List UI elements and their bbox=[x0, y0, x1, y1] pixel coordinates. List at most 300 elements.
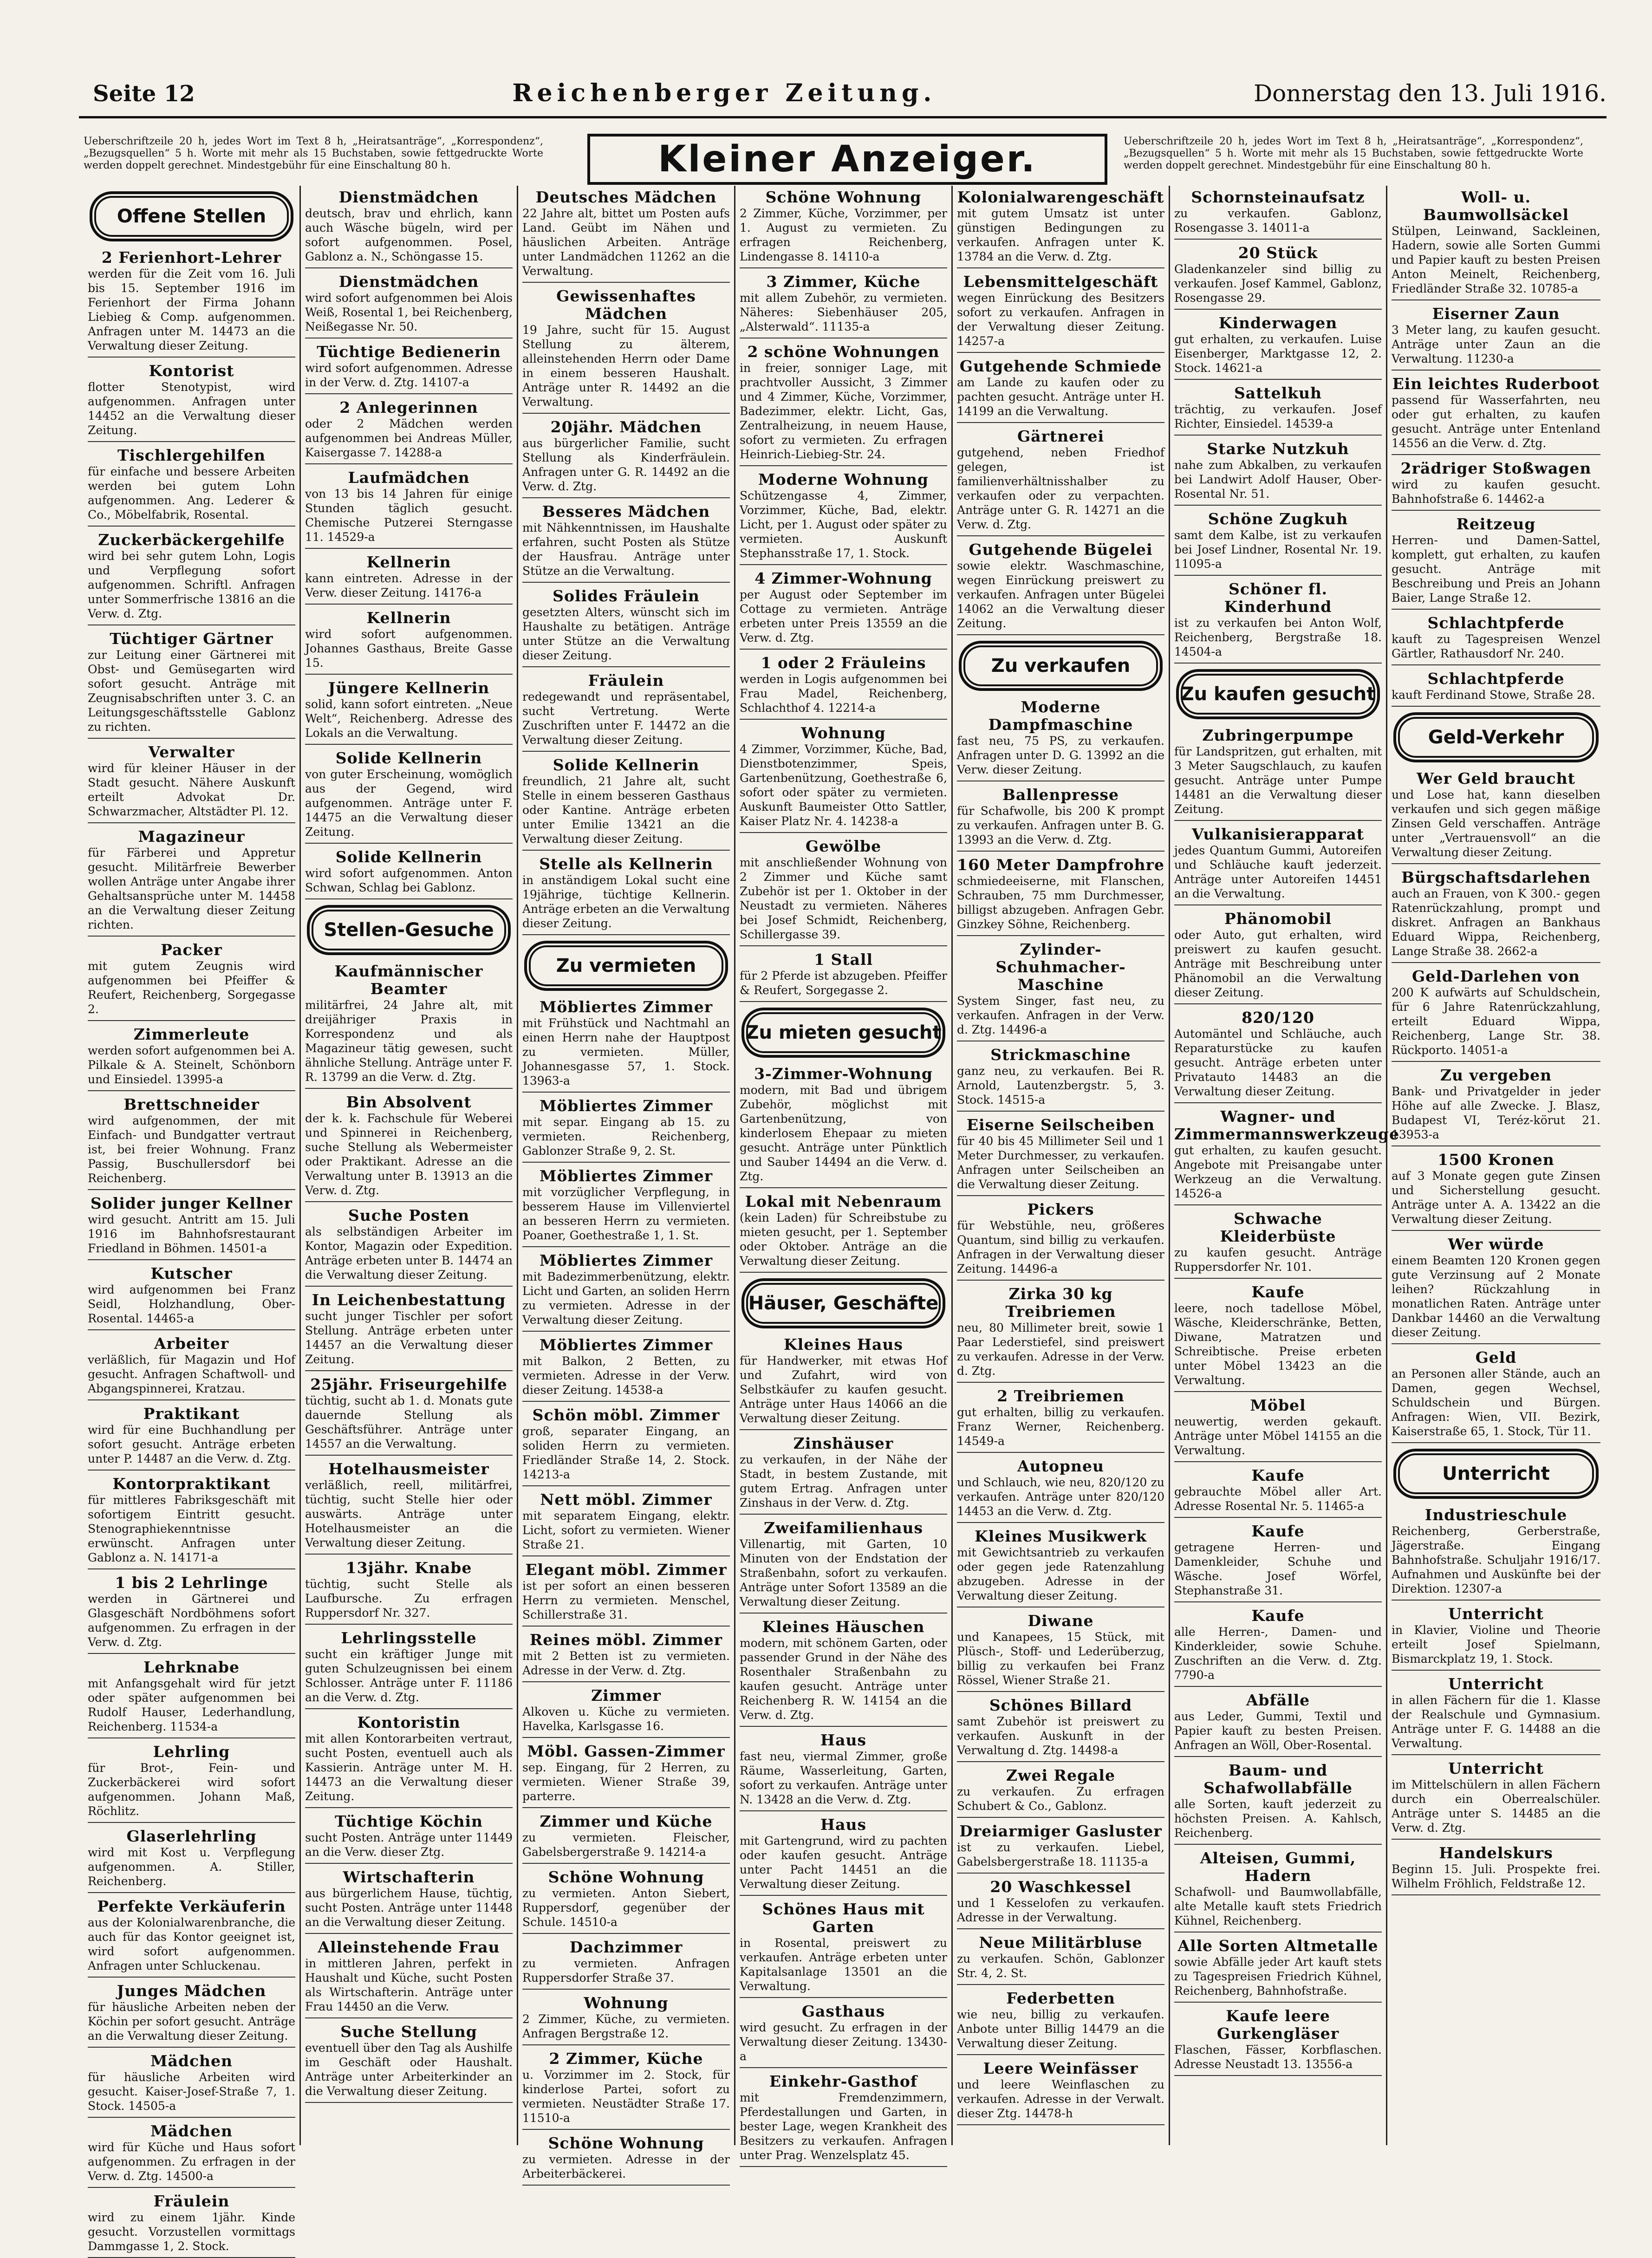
classified-ad bbox=[1392, 968, 1600, 1062]
classified-ad bbox=[1392, 375, 1600, 455]
classified-ad bbox=[1174, 580, 1382, 664]
classified-ad bbox=[305, 1460, 513, 1555]
ad-text: mit Balkon, 2 Betten, zu vermieten. Adresse in der Verw. dieser Zeitung. 14538-a bbox=[522, 1354, 730, 1397]
ad-headline: Gärtnerei bbox=[1017, 427, 1105, 445]
classified-ad bbox=[305, 609, 513, 675]
ad-text: fast neu, viermal Zimmer, große Räume, Wasserleitung, Garten, sofort zu verkaufen. Anträge unter N. 13428 an die Verw. d. Ztg. bbox=[740, 1750, 947, 1806]
classified-ad bbox=[88, 362, 295, 442]
classified-ad bbox=[1392, 1675, 1600, 1755]
ad-headline: Haus bbox=[820, 1731, 867, 1749]
classified-ad bbox=[88, 743, 295, 823]
classified-ad bbox=[1392, 614, 1600, 665]
ad-text: mit gutem Umsatz ist unter günstigen Bedingungen zu verkaufen. Anfragen unter K. 13784 an die Verw. d. Ztg. bbox=[957, 207, 1164, 263]
ad-headline: Bin Absolvent bbox=[346, 1093, 472, 1111]
ad-headline: Dienstmädchen bbox=[338, 273, 479, 291]
classified-ad bbox=[957, 273, 1164, 353]
ad-headline: Strickmaschine bbox=[990, 1046, 1131, 1064]
ad-text: sep. Eingang, für 2 Herren, zu vermieten. Wiener Straße 39, parterre. bbox=[522, 1761, 730, 1803]
ad-text: freundlich, 21 Jahre alt, sucht Stelle in einem besseren Gasthaus oder Kantine. Anträge erbeten unter Emilie 13421 an die Verwaltung dieser Zeitung. bbox=[522, 774, 730, 846]
classified-ad bbox=[957, 1116, 1164, 1196]
ad-headline: Zylinder-Schuhmacher-Maschine bbox=[995, 940, 1126, 994]
ad-headline: Schönes Billard bbox=[989, 1696, 1132, 1714]
ad-headline: Solide Kellnerin bbox=[553, 756, 700, 774]
classified-ad bbox=[305, 749, 513, 844]
classified-ad bbox=[305, 2023, 513, 2103]
ad-headline: Zuckerbäckergehilfe bbox=[98, 531, 285, 549]
ad-headline: 2 Anlegerinnen bbox=[339, 398, 478, 416]
classified-ad bbox=[740, 570, 947, 650]
ad-headline: Solide Kellnerin bbox=[335, 749, 482, 767]
classified-ad bbox=[740, 654, 947, 720]
ad-text: 22 Jahre alt, bittet um Posten aufs Land. Geübt im Nähen und häuslichen Arbeiten. Anträge unter Landmädchen 11262 an die Verwaltung. bbox=[522, 207, 730, 278]
section-masthead: Kleiner Anzeiger. bbox=[587, 134, 1107, 185]
ad-text: und Kanapees, 15 Stück, mit Plüsch-, Stoff- und Lederüberzug, billig zu verkaufen bei Franz Rössel, Wiener Straße 21. bbox=[957, 1630, 1164, 1687]
ad-headline: Ein leichtes Ruderboot bbox=[1392, 375, 1600, 393]
ad-headline: Bürgschaftsdarlehen bbox=[1401, 868, 1591, 886]
classified-ad bbox=[957, 541, 1164, 635]
classified-ad bbox=[522, 1167, 730, 1247]
classified-ad bbox=[522, 1994, 730, 2045]
classified-ad bbox=[1392, 869, 1600, 963]
classified-ad bbox=[88, 1574, 295, 1654]
classified-ad bbox=[957, 941, 1164, 1041]
ad-text: für Färberei und Appretur gesucht. Militärfreie Bewerber wollen Anträge unter Angabe ihrer Gehaltsansprüche unter M. 14458 an die Verwaltung dieser Zeitung richten. bbox=[88, 846, 295, 931]
ad-text: und 1 Kesselofen zu verkaufen. Adresse in der Verwaltung. bbox=[957, 1896, 1164, 1924]
classified-ad bbox=[305, 1629, 513, 1709]
ad-text: Schützengasse 4, Zimmer, Vorzimmer, Küche, Bad, elektr. Licht, per 1. August oder später zu vermieten. Auskunft Stephansstraße 17, 1. Stock. bbox=[740, 489, 947, 560]
classified-ad bbox=[957, 358, 1164, 423]
ad-headline: Einkehr-Gasthof bbox=[769, 2072, 918, 2090]
ad-text: Alkoven u. Küche zu vermieten. Havelka, Karlsgasse 16. bbox=[522, 1705, 730, 1733]
ad-headline: Gutgehende Bügelei bbox=[969, 540, 1153, 559]
ad-text: mit allen Kontorarbeiten vertraut, sucht Posten, eventuell auch als Kassierin. Anträge unter M. H. 14473 an die Verwaltung dieser Zeitung. bbox=[305, 1732, 513, 1803]
classified-ad bbox=[1174, 440, 1382, 506]
classified-ad bbox=[740, 1731, 947, 1811]
column-3 bbox=[518, 186, 735, 2180]
ad-text: sowie Abfälle jeder Art kauft stets zu Tagespreisen Friedrich Kühnel, Reichenberg, Bahnhofstraße. bbox=[1174, 1955, 1382, 1998]
classified-ad bbox=[957, 698, 1164, 781]
classified-ad bbox=[957, 1201, 1164, 1281]
ad-text: mit Frühstück und Nachtmahl an einen Herrn nahe der Hauptpost zu vermieten. Müller, Johannesgasse 57, 1. Stock. 13963-a bbox=[522, 1016, 730, 1087]
ad-text: aus Leder, Gummi, Textil und Papier kauft zu besten Preisen. Anfragen an Wöll, Ober-Rosental. bbox=[1174, 1710, 1382, 1752]
column-7 bbox=[1387, 186, 1605, 2145]
classified-ad bbox=[522, 1868, 730, 1934]
ad-text: ist zu verkaufen. Liebel, Gabelsbergerstraße 18. 11135-a bbox=[957, 1841, 1164, 1868]
classified-ad bbox=[1392, 1844, 1600, 1895]
classified-ad bbox=[522, 672, 730, 752]
ad-text: zu vermieten. Anton Siebert, Ruppersdorf, gegenüber der Schule. 14510-a bbox=[522, 1887, 730, 1929]
ad-text: wird sofort aufgenommen. Anton Schwan, Schlag bei Gablonz. bbox=[305, 866, 513, 894]
classified-ad bbox=[305, 1207, 513, 1287]
classified-ad bbox=[305, 1093, 513, 1202]
classified-ad bbox=[1174, 1397, 1382, 1462]
classified-ad bbox=[957, 856, 1164, 936]
ad-text: im Mittelschülern in allen Fächern durch ein Oberrealschüler. Anträge unter S. 14485 an die Verw. d. Ztg. bbox=[1392, 1778, 1600, 1835]
ad-headline: Handelskurs bbox=[1439, 1844, 1553, 1862]
ad-headline: Schwache Kleiderbüste bbox=[1220, 1210, 1336, 1245]
ad-text: für Schafwolle, bis 200 K prompt zu verkaufen. Anfragen unter B. G. 13993 an die Verw. d. Ztg. bbox=[957, 804, 1164, 846]
ad-text: werden in Gärtnerei und Glasgeschäft Nordböhmens sofort aufgenommen. Zu erfragen in der Verw. d. Ztg. bbox=[88, 1592, 295, 1649]
ad-headline: Tüchtige Köchin bbox=[334, 1812, 483, 1830]
classified-ad bbox=[740, 273, 947, 338]
ad-headline: Wirtschafterin bbox=[343, 1868, 475, 1886]
classified-ad bbox=[88, 1898, 295, 1978]
ad-headline: 2 Ferienhort-Lehrer bbox=[101, 248, 282, 267]
ad-text: deutsch, brav und ehrlich, kann auch Wäsche bügeln, wird per sofort aufgenommen. Posel, Gablonz a. N., Schöngasse 15. bbox=[305, 207, 513, 263]
ad-headline: Kellnerin bbox=[366, 553, 451, 571]
ad-text: und leere Weinflaschen zu verkaufen. Adresse in der Verwalt. dieser Ztg. 14478-h bbox=[957, 2078, 1164, 2120]
ad-text: Herren- und Damen-Sattel, komplett, gut erhalten, zu kaufen gesucht. Anträge mit Beschreibung und Preis an Johann Baier, Lange Straße 12. bbox=[1392, 534, 1600, 605]
ad-headline: Moderne Wohnung bbox=[758, 470, 929, 488]
ad-headline: Ballenpresse bbox=[1002, 786, 1119, 804]
ad-text: wird sofort aufgenommen. Johannes Gasthaus, Breite Gasse 15. bbox=[305, 627, 513, 670]
ad-headline: Schöne Wohnung bbox=[765, 188, 922, 206]
ad-headline: Pickers bbox=[1027, 1200, 1094, 1218]
ad-headline: Haus bbox=[820, 1816, 867, 1834]
ad-text: mit anschließender Wohnung von 2 Zimmer und Küche samt Zubehör ist per 1. Oktober in der Neustadt zu vermieten. Näheres bei Josef Schmidt, Reichenberg, Schillergasse 39. bbox=[740, 856, 947, 941]
ad-headline: Möbliertes Zimmer bbox=[539, 1097, 713, 1115]
ad-text: mit separatem Eingang, elektr. Licht, sofort zu vermieten. Wiener Straße 21. bbox=[522, 1509, 730, 1551]
ad-text: zur Leitung einer Gärtnerei mit Obst- und Gemüsegarten wird sofort gesucht. Anträge mit Zeugnisabschriften unter 3. C. an Leitungsgeschäftsstelle Gablonz zu richten. bbox=[88, 648, 295, 734]
ad-headline: 2 Treibriemen bbox=[997, 1387, 1125, 1405]
classified-ad bbox=[305, 189, 513, 268]
ad-headline: Kellnerin bbox=[366, 609, 451, 627]
ad-headline: In Leichenbestattung bbox=[312, 1291, 506, 1309]
classified-ad bbox=[522, 1813, 730, 1864]
ad-headline: Praktikant bbox=[143, 1405, 240, 1423]
ad-headline: Fräulein bbox=[588, 671, 664, 690]
classified-ad bbox=[740, 1336, 947, 1430]
ad-text: gesetzten Alters, wünscht sich im Haushalte zu betätigen. Anträge unter Stütze an die Verwaltung dieser Zeitung. bbox=[522, 605, 730, 662]
ad-text: neuwertig, werden gekauft. Anträge unter Möbel 14155 an die Verwaltung. bbox=[1174, 1415, 1382, 1457]
classified-ad bbox=[1174, 244, 1382, 310]
ad-text: für häusliche Arbeiten wird gesucht. Kaiser-Josef-Straße 7, 1. Stock. 14505-a bbox=[88, 2070, 295, 2113]
ad-headline: Möbliertes Zimmer bbox=[539, 1167, 713, 1185]
ad-text: für Landspritzen, gut erhalten, mit 3 Meter Saugschlauch, zu kaufen gesucht. Anträge unter Pumpe 14481 an die Verwaltung dieser Zeitung. bbox=[1174, 745, 1382, 816]
ad-headline: Lehrlingsstelle bbox=[341, 1629, 477, 1647]
ad-text: für häusliche Arbeiten neben der Köchin per sofort gesucht. Anträge an die Verwaltung dieser Zeitung. bbox=[88, 2000, 295, 2043]
classified-ad bbox=[88, 1475, 295, 1569]
ad-headline: Unterricht bbox=[1448, 1605, 1544, 1623]
ad-headline: 2 Zimmer, Küche bbox=[549, 2050, 703, 2068]
ad-text: für Handwerker, mit etwas Hof und Zufahrt, wird von Selbstkäufer zu kaufen gesucht. Anträge unter Haus 14066 an die Verwaltung dieser Zeitung. bbox=[740, 1354, 947, 1425]
ad-text: flotter Stenotypist, wird aufgenommen. Anfragen unter 14452 an die Verwaltung dieser Zeitung. bbox=[88, 380, 295, 437]
ad-text: wird aufgenommen bei Franz Seidl, Holzhandlung, Ober-Rosental. 14465-a bbox=[88, 1283, 295, 1325]
ad-text: leere, noch tadellose Möbel, Wäsche, Kleiderschränke, Betten, Diwane, Matratzen und Schreibtische. Preise erbeten unter Möbel 13423 an die Verwaltung. bbox=[1174, 1301, 1382, 1387]
ad-headline: Eiserne Seilscheiben bbox=[966, 1116, 1155, 1134]
ad-headline: Schöner fl. Kinderhund bbox=[1224, 580, 1332, 616]
ad-headline: Wer Geld braucht bbox=[1417, 769, 1575, 787]
ad-text: mit gutem Zeugnis wird aufgenommen bei Pfeiffer & Reufert, Reichenberg, Sorgegasse 2. bbox=[88, 959, 295, 1016]
ad-text: gut erhalten, zu kaufen gesucht. Angebote mit Preisangabe unter Werkzeug an die Verwaltung. 14526-a bbox=[1174, 1144, 1382, 1200]
ad-text: der k. k. Fachschule für Weberei und Spinnerei in Reichenberg, suche Stellung als Webermeister oder Praktikant. Adresse an die Verwaltung unter B. 13913 an die Verw. d. Ztg. bbox=[305, 1112, 513, 1197]
ad-headline: Alteisen, Gummi, Hadern bbox=[1200, 1849, 1356, 1885]
ad-headline: Wohnung bbox=[584, 1994, 669, 2012]
page-header bbox=[93, 79, 1606, 111]
classified-ad bbox=[522, 2134, 730, 2186]
ad-headline: 20 Waschkessel bbox=[990, 1878, 1132, 1896]
classified-ad bbox=[88, 1743, 295, 1823]
ad-headline: Kutscher bbox=[150, 1264, 233, 1282]
classified-ad bbox=[305, 273, 513, 338]
ad-headline: Mädchen bbox=[150, 2122, 233, 2140]
ad-headline: Leere Weinfässer bbox=[983, 2059, 1138, 2077]
ad-text: aus bürgerlichem Hause, tüchtig, sucht Posten. Anträge unter 11448 an die Verwaltung dieser Zeitung. bbox=[305, 1887, 513, 1929]
ad-headline: Möbliertes Zimmer bbox=[539, 998, 713, 1016]
ad-headline: 13jähr. Knabe bbox=[345, 1559, 472, 1577]
section-heading: Zu verkaufen bbox=[959, 641, 1163, 691]
ad-text: solid, kann sofort eintreten. „Neue Welt“, Reichenberg. Adresse des Lokals an die Verwaltung. bbox=[305, 697, 513, 740]
ad-text: in freier, sonniger Lage, mit prachtvoller Aussicht, 3 Zimmer und 4 Zimmer, Küche, Vorzimmer, Badezimmer, elektr. Licht, Gas, Zentralheizung, in neuem Hause, sofort zu vermieten. Zu erfragen Heinrich-Liebieg-Str. 24. bbox=[740, 361, 947, 461]
classified-ad bbox=[957, 1387, 1164, 1453]
classified-ad bbox=[740, 471, 947, 565]
ad-headline: Kontorist bbox=[149, 362, 234, 380]
ad-headline: 3 Zimmer, Küche bbox=[766, 273, 921, 291]
column-4 bbox=[735, 186, 953, 2162]
ad-text: Schafwoll- und Baumwollabfälle, alte Metalle kauft stets Friedrich Kühnel, Reichenberg. bbox=[1174, 1885, 1382, 1927]
classified-ad bbox=[522, 756, 730, 851]
classified-ad bbox=[1174, 510, 1382, 576]
ad-text: wird gesucht. Zu erfragen in der Verwaltung dieser Zeitung. 13430-a bbox=[740, 2021, 947, 2063]
classified-ad bbox=[1392, 1349, 1600, 1443]
column-5 bbox=[953, 186, 1170, 2145]
classified-ad bbox=[740, 343, 947, 466]
classified-ad bbox=[957, 1822, 1164, 1874]
ad-text: für Brot-, Fein- und Zuckerbäckerei wird sofort aufgenommen. Johann Maß, Röchlitz. bbox=[88, 1761, 295, 1818]
ad-text: für mittleres Fabriksgeschäft mit sofortigem Eintritt gesucht. Stenographiekenntnisse erwünscht. Anfragen unter Gablonz a. N. 14171-a bbox=[88, 1493, 295, 1564]
ad-headline: Eiserner Zaun bbox=[1432, 305, 1560, 323]
ad-headline: Unterricht bbox=[1448, 1675, 1544, 1693]
classified-ad bbox=[1174, 2007, 1382, 2076]
ad-text: zu vermieten. Anfragen Ruppersdorfer Straße 37. bbox=[522, 1957, 730, 1985]
issue-date: Donnerstag den 13. Juli 1916. bbox=[1254, 80, 1606, 107]
ad-headline: Arbeiter bbox=[154, 1334, 229, 1353]
classified-ad bbox=[1174, 1283, 1382, 1392]
ad-text: sucht Posten. Anträge unter 11449 an die Verw. dieser Ztg. bbox=[305, 1831, 513, 1859]
ad-text: modern, mit Bad und übrigem Zubehör, möglichst mit Gartenbenützung, von kinderlosem Ehepaar zu mieten gesucht. Anträge unter Pünktlich und Sauber 14494 an die Verw. d. Ztg. bbox=[740, 1083, 947, 1183]
classified-ad bbox=[88, 1405, 295, 1471]
ad-text: Reichenberg, Gerberstraße, Jägerstraße. Eingang Bahnhofstraße. Schuljahr 1916/17. Aufnahmen und Auskünfte bei der Direktion. 12307-a bbox=[1392, 1524, 1600, 1595]
ad-text: mit Gewichtsantrieb zu verkaufen oder gegen jede Ratenzahlung abzugeben. Adresse in der Verwaltung dieser Zeitung. bbox=[957, 1546, 1164, 1602]
ad-text: Beginn 15. Juli. Prospekte frei. Wilhelm Fröhlich, Feldstraße 12. bbox=[1392, 1862, 1600, 1890]
classified-ad bbox=[1174, 910, 1382, 1004]
ad-text: aus der Kolonialwarenbranche, die auch für das Kontor geeignet ist, wird sofort aufgenommen. Anfragen unter Schluckenau. bbox=[88, 1916, 295, 1972]
ad-headline: Suche Stellung bbox=[340, 2023, 477, 2041]
ad-text: in allen Fächern für die 1. Klasse der Realschule und Gymnasium. Anträge unter F. G. 14488 an die Verwaltung. bbox=[1392, 1693, 1600, 1750]
ad-text: wird bei sehr gutem Lohn, Logis und Verpflegung sofort aufgenommen. Schriftl. Anfragen unter Sommerfrische 13816 an die Verw. d. Ztg. bbox=[88, 549, 295, 620]
ad-headline: Geld bbox=[1475, 1348, 1517, 1367]
classified-ad bbox=[1174, 1849, 1382, 1933]
classified-ad bbox=[1174, 314, 1382, 380]
ad-headline: Kaufmännischer Beamter bbox=[334, 962, 483, 998]
ad-text: in Rosental, preiswert zu verkaufen. Anträge erbeten unter Kapitalsanlage 13501 an die Verwaltung. bbox=[740, 1936, 947, 1993]
classified-ad bbox=[88, 1335, 295, 1400]
ad-text: Automäntel und Schläuche, auch Reparaturstücke zu kaufen gesucht. Anträge erbeten unter Privatauto 14483 an die Verwaltung dieser Zeitung. bbox=[1174, 1027, 1382, 1098]
classified-ad bbox=[522, 1097, 730, 1163]
ad-text: tüchtig, sucht ab 1. d. Monats gute dauernde Stellung als Geschäftsführer. Anträge unter 14557 an die Verwaltung. bbox=[305, 1394, 513, 1451]
ad-text: mit Gartengrund, wird zu pachten oder kaufen gesucht. Anträge unter Pacht 14451 an die Verwaltung dieser Zeitung. bbox=[740, 1834, 947, 1891]
ad-text: 4 Zimmer, Vorzimmer, Küche, Bad, Dienstbotenzimmer, Speis, Gartenbenützung, Goethestraße 6, sofort oder später zu vermieten. Auskunft Baumeister Otto Sattler, Kaiser Platz Nr. 4. 14238-a bbox=[740, 742, 947, 828]
classified-ad bbox=[88, 1828, 295, 1893]
classified-ad bbox=[957, 1528, 1164, 1607]
ad-text: ganz neu, zu verkaufen. Bei R. Arnold, Lautenzbergstr. 5, 3. Stock. 14515-a bbox=[957, 1064, 1164, 1106]
ad-text: oder 2 Mädchen werden aufgenommen bei Andreas Müller, Kaisergasse 7. 14288-a bbox=[305, 417, 513, 459]
column-6 bbox=[1170, 186, 1400, 2145]
ad-headline: Zweifamilienhaus bbox=[763, 1519, 924, 1537]
ad-headline: Junges Mädchen bbox=[117, 1982, 267, 2000]
section-heading: Unterricht bbox=[1393, 1449, 1599, 1499]
classified-ad bbox=[1174, 1692, 1382, 1757]
page-number: Seite 12 bbox=[93, 81, 195, 107]
ad-headline: Zinshäuser bbox=[793, 1434, 894, 1452]
ad-headline: Mädchen bbox=[150, 2052, 233, 2070]
classified-ad bbox=[1174, 189, 1382, 240]
ad-text: System Singer, fast neu, zu verkaufen. Anfragen in der Verw. d. Ztg. 14496-a bbox=[957, 994, 1164, 1036]
ad-text: 2 Zimmer, Küche, zu vermieten. Anfragen Bergstraße 12. bbox=[522, 2012, 730, 2040]
ad-headline: Gewissenhaftes Mädchen bbox=[556, 287, 696, 323]
classified-ad bbox=[1174, 1937, 1382, 2003]
classified-ad bbox=[522, 855, 730, 935]
classified-ad bbox=[305, 553, 513, 605]
ad-text: schmiedeeiserne, mit Flanschen, Schrauben, 75 mm Durchmesser, billigst abzugeben. Anfragen Gebr. Ginzkey Söhne, Reichenberg. bbox=[957, 874, 1164, 931]
ad-text: aus bürgerlicher Familie, sucht Stellung als Kinderfräulein. Anfragen unter G. R. 14492 an die Verw. d. Ztg. bbox=[522, 436, 730, 493]
classified-ad bbox=[88, 941, 295, 1021]
ad-headline: 1 Stall bbox=[814, 950, 873, 969]
ad-headline: Woll- u. Baumwollsäckel bbox=[1423, 188, 1569, 224]
ad-text: für Webstühle, neu, größeres Quantum, sind billig zu verkaufen. Anfragen in der Verwaltung dieser Zeitung. 14496-a bbox=[957, 1219, 1164, 1275]
ad-headline: Tüchtige Bedienerin bbox=[317, 343, 501, 361]
ad-text: sucht junger Tischler per sofort Stellung. Anträge erbeten unter 14457 an die Verwaltung dieser Zeitung. bbox=[305, 1309, 513, 1366]
ad-headline: Möbliertes Zimmer bbox=[539, 1336, 713, 1354]
ad-headline: Nett möbl. Zimmer bbox=[540, 1490, 712, 1509]
ad-text: mit vorzüglicher Verpflegung, in besserem Hause im Villenviertel an besseren Herrn zu vermieten. Poaner, Goethestraße 1, 1. St. bbox=[522, 1185, 730, 1242]
ad-headline: 2 schöne Wohnungen bbox=[747, 343, 940, 361]
ad-headline: 25jähr. Friseurgehilfe bbox=[310, 1375, 507, 1393]
ad-text: wegen Einrückung des Besitzers sofort zu verkaufen. Anfragen in der Verwaltung dieser Zeitung. 14257-a bbox=[957, 291, 1164, 348]
ad-headline: Diwane bbox=[1028, 1612, 1094, 1630]
ad-text: in anständigem Lokal sucht eine 19jährige, tüchtige Kellnerin. Anträge erbeten an die Verwaltung dieser Zeitung. bbox=[522, 873, 730, 930]
ad-text: alle Sorten, kauft jederzeit zu höchsten Preisen. A. Kahlsch, Reichenberg. bbox=[1174, 1797, 1382, 1840]
ad-headline: Kaufe bbox=[1251, 1522, 1305, 1540]
ad-headline: Solider junger Kellner bbox=[90, 1194, 293, 1212]
ad-headline: Dachzimmer bbox=[569, 1938, 683, 1956]
ad-headline: Kaufe bbox=[1251, 1283, 1305, 1301]
classified-ad bbox=[522, 1406, 730, 1486]
ad-headline: Industrieschule bbox=[1424, 1506, 1567, 1524]
ad-headline: Kaufe bbox=[1251, 1466, 1305, 1484]
rate-notice-left: Ueberschriftzeile 20 h, jedes Wort im Text 8 h, „Heiratsanträge“, „Korrespondenz“, „Bezugsquellen“ 5 h. Worte mit mehr als 15 Buchstaben, sowie fettgedruckte Worte werden doppelt gerechnet. Mindestgebühr für eine Einschaltung 80 h. bbox=[84, 136, 543, 171]
ad-text: ist per sofort an einen besseren Herrn zu vermieten. Menschel, Schillerstraße 31. bbox=[522, 1579, 730, 1621]
section-heading: Stellen-Gesuche bbox=[307, 905, 511, 955]
classified-ad bbox=[1174, 1467, 1382, 1518]
ad-headline: Lehrling bbox=[153, 1743, 230, 1761]
ad-text: auf 3 Monate gegen gute Zinsen und Sicherstellung gesucht. Anträge unter A. A. 13422 an die Verwaltung dieser Zeitung. bbox=[1392, 1169, 1600, 1226]
ad-headline: Tüchtiger Gärtner bbox=[110, 630, 273, 648]
classified-ad bbox=[740, 189, 947, 268]
column-1 bbox=[84, 186, 301, 2253]
ad-text: zu verkaufen. Zu erfragen Schubert & Co., Gablonz. bbox=[957, 1785, 1164, 1813]
ad-headline: Geld-Darlehen von bbox=[1411, 967, 1580, 985]
classified-ad bbox=[957, 1046, 1164, 1112]
classified-ad bbox=[740, 724, 947, 833]
classified-ad bbox=[1392, 1605, 1600, 1671]
classified-ad bbox=[740, 1816, 947, 1896]
ad-headline: Federbetten bbox=[1006, 1989, 1115, 2007]
ad-headline: Möbel bbox=[1250, 1396, 1306, 1414]
section-heading: Zu vermieten bbox=[524, 941, 728, 991]
ad-headline: Kleines Haus bbox=[784, 1335, 903, 1353]
ad-text: zu verkaufen. Gablonz, Rosengasse 3. 14011-a bbox=[1174, 207, 1382, 234]
ad-headline: Neue Militärbluse bbox=[979, 1933, 1143, 1952]
classified-ad bbox=[305, 848, 513, 899]
ad-text: wird sofort aufgenommen. Adresse in der Verw. d. Ztg. 14107-a bbox=[305, 361, 513, 389]
ad-headline: Moderne Dampfmaschine bbox=[988, 698, 1133, 734]
classified-ad bbox=[522, 287, 730, 414]
ad-headline: Lehrknabe bbox=[143, 1658, 240, 1676]
ad-text: werden sofort aufgenommen bei A. Pilkale & A. Steinelt, Schönborn und Einsiedel. 13995-a bbox=[88, 1044, 295, 1086]
ad-text: an Personen aller Stände, auch an Damen, gegen Wechsel, Schuldschein und Bürgen. Anfragen: Wien, VII. Bezirk, Kaiserstraße 65, 1. Stock, Tür 11. bbox=[1392, 1367, 1600, 1438]
ad-text: Bank- und Privatgelder in jeder Höhe auf alle Zwecke. J. Blasz, Budapest VI, Teréz-körut 21. 13953-a bbox=[1392, 1085, 1600, 1141]
ad-headline: Packer bbox=[161, 941, 222, 959]
classified-ad bbox=[740, 1435, 947, 1515]
ad-headline: Schönes Haus mit Garten bbox=[762, 1900, 925, 1936]
ad-text: wird sofort aufgenommen bei Alois Weiß, Rosental 1, bei Reichenberg, Neißegasse Nr. 50. bbox=[305, 291, 513, 333]
ad-headline: Kontorpraktikant bbox=[112, 1475, 271, 1493]
ad-text: jedes Quantum Gummi, Autoreifen und Schläuche kauft jederzeit. Anträge unter Autoreifen 14451 an die Verwaltung. bbox=[1174, 844, 1382, 900]
classified-ad bbox=[522, 503, 730, 583]
ad-text: mit Anfangsgehalt wird für jetzt oder später aufgenommen bei Rudolf Hauser, Lederhandlung, Reichenberg. 11534-a bbox=[88, 1677, 295, 1733]
ad-text: zu kaufen gesucht. Anträge Ruppersdorfer Nr. 101. bbox=[1174, 1246, 1382, 1274]
ad-text: für einfache und bessere Arbeiten werden bei gutem Lohn aufgenommen. Ang. Lederer & Co., Möbelfabrik, Rosental. bbox=[88, 465, 295, 521]
ad-headline: 160 Meter Dampfrohre bbox=[957, 856, 1164, 874]
ad-headline: Starke Nutzkuh bbox=[1207, 440, 1349, 458]
classified-ad bbox=[1392, 1067, 1600, 1146]
ad-text: wird aufgenommen, der mit Einfach- und Bundgatter vertraut ist, bei freier Wohnung. Franz Passig, Buschullersdorf bei Reichenberg. bbox=[88, 1114, 295, 1185]
ad-headline: Schöne Wohnung bbox=[548, 2134, 704, 2152]
ad-headline: 1500 Kronen bbox=[1437, 1151, 1554, 1169]
ad-text: Flaschen, Fässer, Korbflaschen. Adresse Neustadt 13. 13556-a bbox=[1174, 2043, 1382, 2071]
classified-ad bbox=[1392, 770, 1600, 864]
ad-text: wird mit Kost u. Verpflegung aufgenommen. A. Stiller, Reichenberg. bbox=[88, 1846, 295, 1888]
ad-headline: Schön möbl. Zimmer bbox=[532, 1406, 720, 1424]
classified-ad bbox=[88, 447, 295, 527]
classified-ad bbox=[957, 1697, 1164, 1762]
ad-headline: Zimmer bbox=[591, 1686, 661, 1705]
ad-text: ist zu verkaufen bei Anton Wolf, Reichenberg, Bergstraße 18. 14504-a bbox=[1174, 616, 1382, 658]
ad-headline: Alleinstehende Frau bbox=[318, 1938, 500, 1956]
classified-ad bbox=[522, 1631, 730, 1682]
ad-text: gut erhalten, billig zu verkaufen. Franz Werner, Reichenberg. 14549-a bbox=[957, 1406, 1164, 1448]
classified-ad bbox=[740, 1065, 947, 1188]
ad-headline: Gasthaus bbox=[801, 2002, 885, 2020]
ad-headline: Zu vergeben bbox=[1440, 1066, 1552, 1084]
ad-text: für 2 Pferde ist abzugeben. Pfeiffer & Reufert, Sorgegasse 2. bbox=[740, 969, 947, 997]
ad-headline: Unterricht bbox=[1448, 1759, 1544, 1777]
ad-headline: Vulkanisierapparat bbox=[1191, 825, 1365, 843]
ad-headline: 4 Zimmer-Wohnung bbox=[754, 569, 932, 587]
classified-ad bbox=[1392, 1506, 1600, 1601]
ad-text: gebrauchte Möbel aller Art. Adresse Rosental Nr. 5. 11465-a bbox=[1174, 1485, 1382, 1513]
ad-headline: Baum- und Schafwollabfälle bbox=[1203, 1761, 1353, 1797]
ad-text: nahe zum Abkalben, zu verkaufen bei Landwirt Adolf Hauser, Ober-Rosental Nr. 51. bbox=[1174, 458, 1382, 501]
rate-notice-right: Ueberschriftzeile 20 h, jedes Wort im Text 8 h, „Heiratsanträge“, „Korrespondenz“, „Bezugsquellen“ 5 h. Worte mit mehr als 15 Buchstaben, sowie fettgedruckte Worte werden doppelt gerechnet. Mindestgebühr für eine Einschaltung 80 h. bbox=[1124, 136, 1583, 171]
newspaper-title: Reichenberger Zeitung. bbox=[512, 79, 937, 107]
ad-text: passend für Wasserfahrten, neu oder gut erhalten, zu kaufen gesucht. Anträge unter Entenland 14556 an die Verw. d. Ztg. bbox=[1392, 393, 1600, 450]
ad-text: trächtig, zu verkaufen. Josef Richter, Einsiedel. 14539-a bbox=[1174, 403, 1382, 430]
ad-text: zu verkaufen. Schön, Gablonzer Str. 4, 2. St. bbox=[957, 1952, 1164, 1980]
ad-headline: Reines möbl. Zimmer bbox=[529, 1631, 723, 1649]
ad-text: sucht ein kräftiger Junge mit guten Schulzeugnissen bei einem Schlosser. Anträge unter F. 11186 an die Verw. d. Ztg. bbox=[305, 1647, 513, 1704]
